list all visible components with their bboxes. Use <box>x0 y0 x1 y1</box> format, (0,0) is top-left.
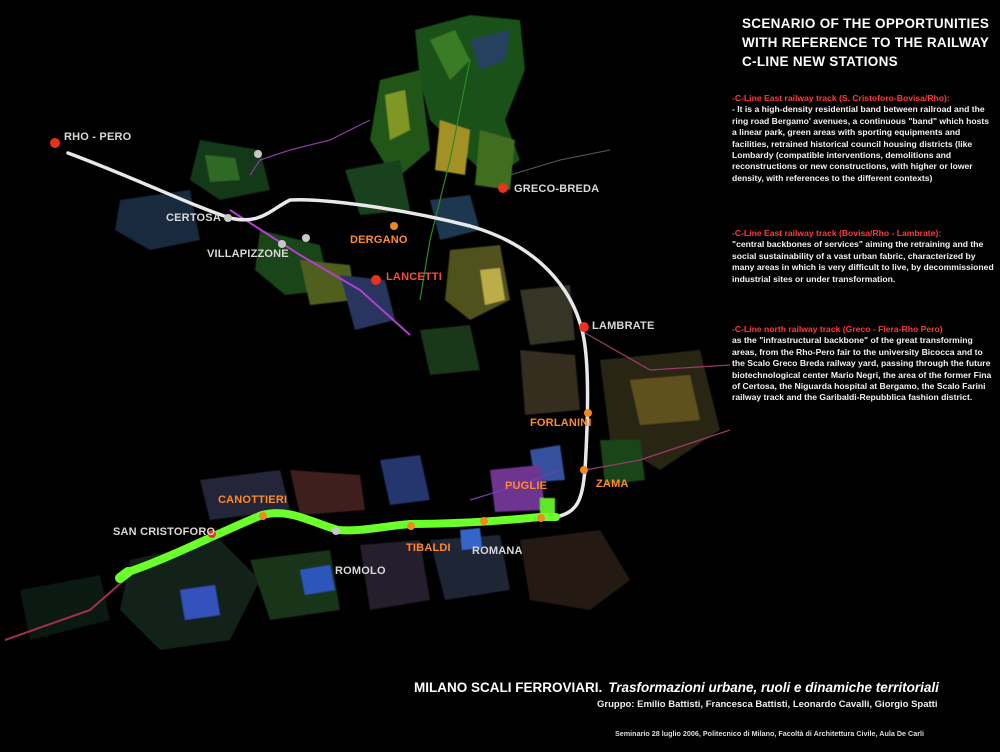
station-label-rho-pero: RHO - PERO <box>64 131 132 143</box>
footer-subtitle: Trasformazioni urbane, ruoli e dinamiche territoriali <box>608 680 939 695</box>
station-label-forlanini: FORLANINI <box>530 417 592 429</box>
station-label-lancetti: LANCETTI <box>386 271 442 283</box>
station-label-certosa: CERTOSA <box>166 212 221 224</box>
section-east-track-lambrate <box>732 228 994 285</box>
section-body: - It is a high-density residential band between railroad and the ring road Bergamo' avenues, a continuous "band" which hosts a linear park, green areas with sporting equipments and facilities, retrained historical council housing districts (like Lombardy (compatible interventions, demolitions and reconstructions or new constructions, with higher or lower density, with references to the different contexts) <box>732 104 990 183</box>
station-marker-villapizzone-1 <box>278 240 286 248</box>
station-label-san-cristoforo: SAN CRISTOFORO <box>113 526 216 538</box>
page-title <box>742 14 992 71</box>
urban-fabric <box>20 15 720 650</box>
station-label-romolo: ROMOLO <box>335 565 386 577</box>
station-marker-forlanini <box>584 409 592 417</box>
station-marker-rho-pero <box>50 138 60 148</box>
footer-seminar: Seminario 28 luglio 2006, Politecnico di Milano, Facoltà di Architettura Civile, Aula De Carli <box>615 729 925 738</box>
station-marker-dergano <box>390 222 398 230</box>
footer-title <box>414 680 994 695</box>
station-marker-canottieri <box>259 512 267 520</box>
station-marker-north <box>254 150 262 158</box>
section-heading: -C-Line East railway track (Bovisa/Rho - Lambrate): <box>732 228 942 238</box>
station-marker-lancetti <box>371 275 381 285</box>
station-label-dergano: DERGANO <box>350 234 408 246</box>
station-label-greco-breda: GRECO-BREDA <box>514 183 600 195</box>
section-east-track <box>732 93 994 184</box>
station-marker-lambrate <box>579 322 589 332</box>
station-label-canottieri: CANOTTIERI <box>218 494 288 506</box>
section-heading: -C-Line north railway track (Greco - Fiera-Rho Pero) <box>732 324 943 334</box>
footer-title-main: MILANO SCALI FERROVIARI. <box>414 680 603 695</box>
section-north-track <box>732 324 994 404</box>
station-marker-romolo <box>332 527 340 535</box>
station-marker-tibaldi <box>407 522 415 530</box>
station-marker-zama <box>580 466 588 474</box>
station-marker-romana <box>480 517 488 525</box>
footer-group: Gruppo: Emilio Battisti, Francesca Battisti, Leonardo Cavalli, Giorgio Spatti <box>597 699 938 710</box>
station-label-zama: ZAMA <box>596 478 629 490</box>
station-label-villapizzone: VILLAPIZZONE <box>207 248 289 260</box>
section-body: as the "infrastructural backbone" of the great transforming areas, from the Rho-Pero fair to the university Bicocca and to the Scalo Greco Breda railway yard, passing through the future biotechnological center Mario Negri, the area of the former Fina of Certosa, the Niguarda hospital at Bergamo, the Scalo Farini railway track and the Garibaldi-Repubblica fashion district. <box>732 335 992 403</box>
station-label-puglie: PUGLIE <box>505 480 548 492</box>
title-line-1: SCENARIO OF THE OPPORTUNITIES <box>742 16 990 31</box>
section-body: "central backbones of services" aiming the retraining and the social sustainability of a vast urban fabric, characterized by many areas in which is very difficult to live, by decommissioned industrial sites or under transformation. <box>732 239 994 284</box>
station-label-lambrate: LAMBRATE <box>592 320 655 332</box>
title-line-3: C-LINE NEW STATIONS <box>742 54 898 69</box>
station-label-tibaldi: TIBALDI <box>406 542 451 554</box>
section-heading: -C-Line East railway track (S. Cristoforo-Bovisa/Rho): <box>732 93 950 103</box>
station-marker-greco-breda <box>498 183 508 193</box>
station-marker-villapizzone-2 <box>302 234 310 242</box>
station-marker-certosa <box>224 214 232 222</box>
station-marker-puglie <box>537 514 545 522</box>
station-label-romana: ROMANA <box>472 545 523 557</box>
title-line-2: WITH REFERENCE TO THE RAILWAY <box>742 35 990 50</box>
